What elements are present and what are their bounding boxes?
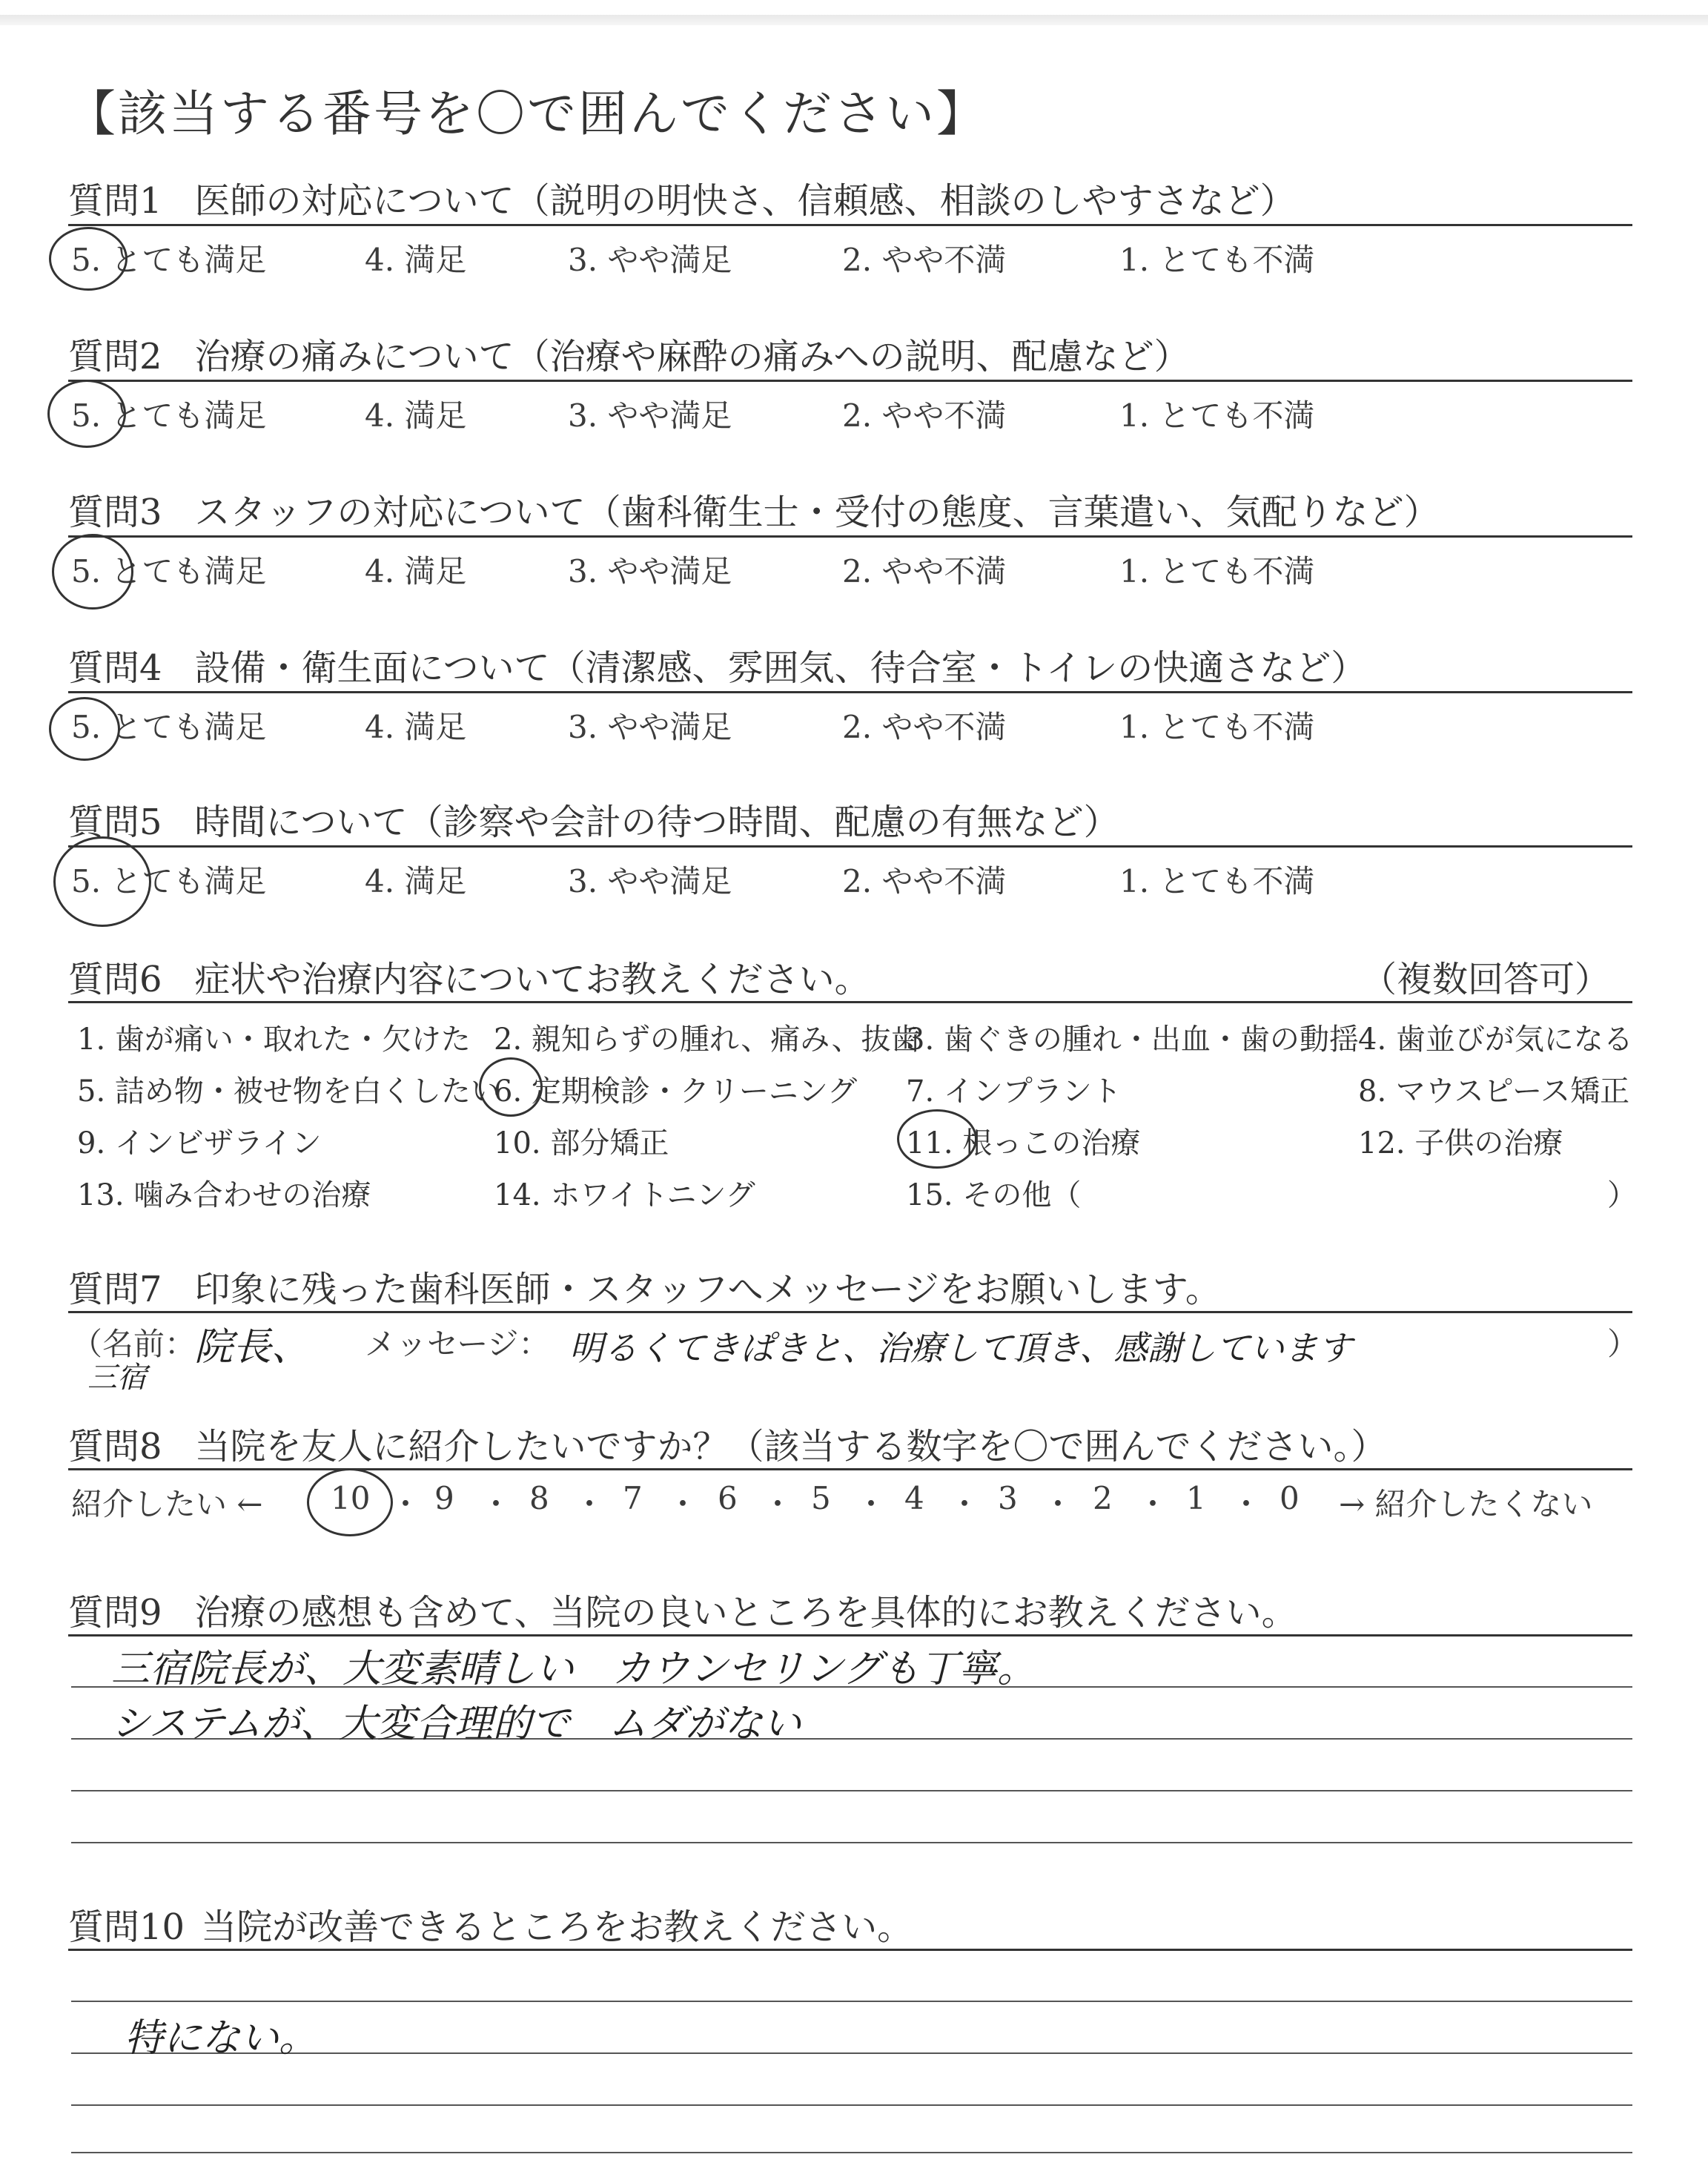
rating-option-5[interactable]: 5. とても満足 [71,863,267,899]
selection-circle [53,836,151,927]
rating-option-1[interactable]: 1. とても不満 [1119,397,1315,434]
selection-circle [47,380,126,448]
question-10 [68,1898,913,1949]
symptom-option[interactable]: 1. 歯が痛い・取れた・欠けた [77,1023,471,1057]
scale-value-2[interactable]: 2 [1093,1480,1113,1516]
symptom-option[interactable]: 14. ホワイトニング [494,1178,755,1212]
question-rule [68,380,1632,382]
symptom-option[interactable]: 7. インプラント [906,1074,1122,1109]
question-text: 設備・衛生面について（清潔感、雰囲気、待合室・トイレの快適さなど） [194,647,1367,689]
symptom-option[interactable]: 3. 歯ぐきの腫れ・出血・歯の動揺 [906,1023,1359,1057]
symptom-option[interactable]: 15. その他（ [906,1178,1082,1212]
scale-value-3[interactable]: 3 [998,1480,1018,1516]
page-heading: 【該当する番号を〇で囲んでください】 [67,85,987,142]
rating-option-2[interactable]: 2. やや不満 [842,709,1007,745]
selection-circle [897,1109,977,1169]
rating-option-3[interactable]: 3. やや満足 [568,397,732,434]
rating-option-1[interactable]: 1. とても不満 [1119,553,1315,589]
scale-separator: ・ [1042,1486,1074,1522]
answer-line [71,1842,1632,1843]
question-number: 質問4 [68,647,162,689]
scale-value-4[interactable]: 4 [904,1480,924,1516]
question-rule [68,1001,1632,1003]
question-rule [68,691,1632,693]
question-number: 質問7 [68,1269,162,1310]
q10-handwritten-line-1: 特にない。 [125,2016,318,2061]
symptom-option[interactable]: 6. 定期検診・クリーニング [494,1074,858,1109]
name-handwritten: 院長、 [194,1325,311,1370]
symptom-option[interactable]: 13. 噛み合わせの治療 [77,1178,371,1212]
other-close-paren: ） [1607,1178,1637,1212]
scale-separator: ・ [1137,1486,1169,1522]
question-7 [68,1261,1221,1312]
question-8 [68,1418,1387,1469]
symptom-option[interactable]: 12. 子供の治療 [1358,1126,1563,1160]
question-text: 印象に残った歯科医師・スタッフへメッセージをお願いします。 [194,1269,1221,1310]
scale-separator: ・ [762,1486,794,1522]
rating-option-5[interactable]: 5. とても満足 [71,242,267,278]
scale-separator: ・ [480,1486,512,1522]
name-handwritten-2: 三宿 [87,1361,147,1395]
rating-option-2[interactable]: 2. やや不満 [842,553,1007,589]
scale-value-7[interactable]: 7 [623,1480,643,1516]
scan-top-edge [0,15,1708,25]
question-rule [68,845,1632,848]
symptom-option[interactable]: 9. インビザライン [77,1126,322,1160]
scale-value-10[interactable]: 10 [331,1480,371,1516]
answer-line [71,2152,1632,2153]
question-3 [68,483,1440,535]
symptom-option[interactable]: 2. 親知らずの腫れ、痛み、抜歯 [494,1023,921,1057]
question-text: 治療の痛みについて（治療や麻酔の痛みへの説明、配慮など） [194,336,1190,377]
symptom-option[interactable]: 11. 根っこの治療 [906,1126,1141,1160]
question-rule [68,224,1632,226]
question-5 [68,793,1119,845]
question-number: 質問1 [68,180,162,222]
scale-separator: ・ [949,1486,981,1522]
question-rule [68,1949,1632,1951]
q9-handwritten-line-1: 三宿院長が、大変素晴しい カウンセリングも丁寧。 [111,1647,1036,1691]
rating-option-1[interactable]: 1. とても不満 [1119,709,1315,745]
scale-separator: ・ [390,1486,422,1522]
selection-circle [307,1468,393,1536]
recommend-left-label: 紹介したい ← [71,1486,263,1522]
question-text: 時間について（診察や会計の待つ時間、配慮の有無など） [194,802,1119,843]
question-number: 質問5 [68,802,162,843]
rating-option-4[interactable]: 4. 満足 [365,397,467,434]
selection-circle [49,697,120,761]
scale-separator: ・ [855,1486,887,1522]
scale-value-9[interactable]: 9 [434,1480,454,1516]
rating-option-5[interactable]: 5. とても満足 [71,397,267,434]
rating-option-4[interactable]: 4. 満足 [365,553,467,589]
question-text: 症状や治療内容についてお教えください。 [194,959,870,1000]
message-close-paren: ） [1607,1326,1639,1362]
question-number: 質問3 [68,492,162,533]
symptom-option[interactable]: 4. 歯並びが気になる [1358,1023,1633,1057]
answer-line [71,1790,1632,1791]
scale-value-5[interactable]: 5 [811,1480,831,1516]
rating-option-3[interactable]: 3. やや満足 [568,709,732,745]
scale-separator: ・ [667,1486,699,1522]
scale-value-0[interactable]: 0 [1280,1480,1300,1516]
scale-separator: ・ [1231,1486,1262,1522]
question-6 [68,951,870,1002]
question-text: 当院を友人に紹介したいですか？（該当する数字を〇で囲んでください。） [194,1426,1387,1467]
rating-option-4[interactable]: 4. 満足 [365,863,467,899]
message-label: メッセージ： [365,1326,550,1362]
question-number: 質問10 [68,1906,185,1948]
question-number: 質問9 [68,1592,162,1634]
selection-circle [49,227,128,291]
scale-value-6[interactable]: 6 [718,1480,738,1516]
answer-line [71,2001,1632,2002]
rating-option-3[interactable]: 3. やや満足 [568,553,732,589]
question-number: 質問2 [68,336,162,377]
multiple-answer-note: （複数回答可） [1361,959,1611,1000]
scale-separator: ・ [574,1486,606,1522]
question-number: 質問8 [68,1426,162,1467]
rating-option-3[interactable]: 3. やや満足 [568,863,732,899]
question-number: 質問6 [68,959,162,1000]
question-2 [68,328,1190,379]
rating-option-2[interactable]: 2. やや不満 [842,397,1007,434]
rating-option-5[interactable]: 5. とても満足 [71,553,267,589]
rating-option-2[interactable]: 2. やや不満 [842,863,1007,899]
scale-value-1[interactable]: 1 [1186,1480,1206,1516]
rating-option-4[interactable]: 4. 満足 [365,709,467,745]
rating-option-4[interactable]: 4. 満足 [365,242,467,278]
rating-option-1[interactable]: 1. とても不満 [1119,242,1315,278]
question-4 [68,639,1366,690]
question-rule [68,1311,1632,1313]
question-rule [68,535,1632,538]
q9-handwritten-line-2: システムが、大変合理的で ムダがない [111,1702,801,1746]
question-1 [68,172,1296,223]
symptom-option[interactable]: 5. 詰め物・被せ物を白くしたい [77,1074,500,1109]
scale-value-8[interactable]: 8 [529,1480,549,1516]
question-rule [68,1468,1632,1470]
rating-option-3[interactable]: 3. やや満足 [568,242,732,278]
rating-option-1[interactable]: 1. とても不満 [1119,863,1315,899]
question-rule [68,1634,1632,1636]
selection-circle [52,534,133,610]
recommend-right-label: → 紹介したくない [1339,1486,1593,1522]
question-9 [68,1584,1297,1635]
question-text: スタッフの対応について（歯科衛生士・受付の態度、言葉遣い、気配りなど） [194,492,1440,533]
question-text: 当院が改善できるところをお教えください。 [201,1906,913,1948]
symptom-option[interactable]: 10. 部分矯正 [494,1126,669,1160]
rating-option-2[interactable]: 2. やや不満 [842,242,1007,278]
question-text: 医師の対応について（説明の明快さ、信頼感、相談のしやすさなど） [194,180,1296,222]
symptom-option[interactable]: 8. マウスピース矯正 [1358,1074,1630,1109]
name-label: （名前： [71,1326,196,1362]
question-text: 治療の感想も含めて、当院の良いところを具体的にお教えください。 [194,1592,1297,1634]
message-handwritten: 明るくてきぱきと、治療して頂き、感謝しています [569,1328,1353,1368]
rating-option-5[interactable]: 5. とても満足 [71,709,267,745]
selection-circle [479,1057,543,1117]
answer-line [71,2104,1632,2106]
